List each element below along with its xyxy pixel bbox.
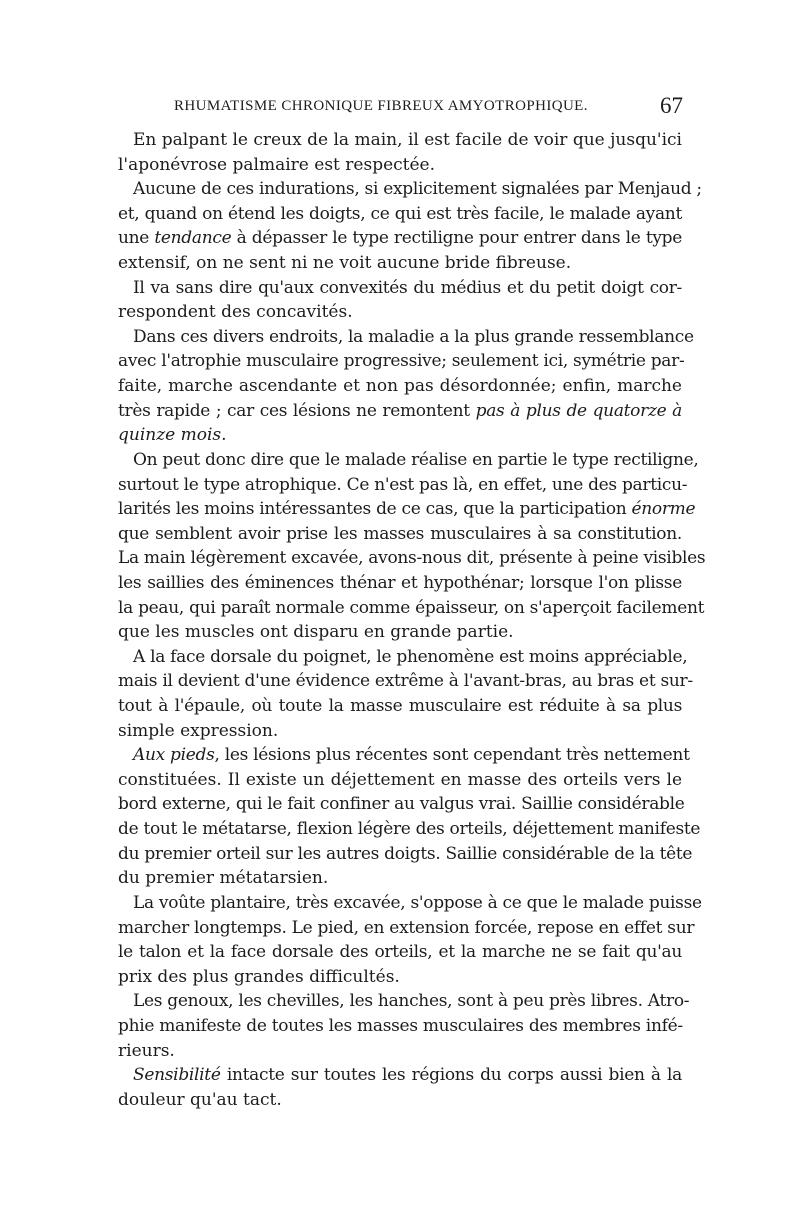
text-line: tout à l'épaule, où toute la masse musculaire est réduite à sa plus <box>118 696 682 717</box>
text-line: extensif, on ne sent ni ne voit aucune bride fibreuse. <box>118 253 572 274</box>
text-line: rieurs. <box>118 1040 175 1061</box>
text-line: A la face dorsale du poignet, le phenomène est moins appréciable, <box>133 646 688 667</box>
italic-text: Sensibilité <box>133 1065 221 1086</box>
text-line: Il va sans dire qu'aux convexités du médius et du petit doigt cor- <box>133 277 682 298</box>
text-line: que les muscles ont disparu en grande partie. <box>118 622 514 643</box>
italic-text: pas à plus de quatorze à <box>475 400 682 421</box>
text-line <box>118 226 682 251</box>
text-line: surtout le type atrophique. Ce n'est pas là, en effet, une des particu- <box>118 474 688 495</box>
text-run: larités les moins intéressantes de ce cas, que la participation <box>118 499 632 520</box>
text-line: du premier orteil sur les autres doigts. Saillie considérable de la tête <box>118 843 693 864</box>
text-line: bord externe, qui le fait confiner au valgus vrai. Saillie considérable <box>118 794 685 815</box>
italic-text: Aux pieds <box>133 745 215 766</box>
text-run: , les lésions plus récentes sont cependant très nettement <box>214 745 690 766</box>
text-line <box>118 1063 682 1088</box>
text-line: le talon et la face dorsale des orteils, et la marche ne se fait qu'au <box>118 942 682 963</box>
text-line: La voûte plantaire, très excavée, s'oppose à ce que le malade puisse <box>133 892 702 913</box>
text-line: avec l'atrophie musculaire progressive; seulement ici, symétrie par- <box>118 351 685 372</box>
text-line: du premier métatarsien. <box>118 868 329 889</box>
text-line: marcher longtemps. Le pied, en extension forcée, repose en effet sur <box>118 917 695 938</box>
text-line <box>118 743 690 768</box>
text-line: Les genoux, les chevilles, les hanches, sont à peu près libres. Atro- <box>133 991 690 1012</box>
italic-text: quinze mois <box>118 425 222 446</box>
text-line: Dans ces divers endroits, la maladie a la plus grande ressemblance <box>133 326 694 347</box>
text-line: douleur qu'au tact. <box>118 1089 282 1110</box>
italic-text: énorme <box>631 499 696 520</box>
text-line: simple expression. <box>118 720 279 741</box>
text-line <box>118 423 682 448</box>
text-line: respondent des concavités. <box>118 302 353 323</box>
text-line: phie manifeste de toutes les masses musculaires des membres infé- <box>118 1015 683 1036</box>
text-line: les saillies des éminences thénar et hypothénar; lorsque l'on plisse <box>118 572 682 593</box>
text-line: la peau, qui paraît normale comme épaisseur, on s'aperçoit facilement <box>118 597 705 618</box>
text-line: l'aponévrose palmaire est respectée. <box>118 154 436 175</box>
text-run: à dépasser le type rectiligne pour entrer dans le type <box>231 228 682 249</box>
text-line: que semblent avoir prise les masses musculaires à sa constitution. <box>118 523 682 544</box>
text-run: intacte sur toutes les régions du corps aussi bien à la <box>220 1065 682 1086</box>
text-line: prix des plus grandes difficultés. <box>118 966 400 987</box>
text-line: On peut donc dire que le malade réalise en partie le type rectiligne, <box>133 449 699 470</box>
page-number: 67 <box>660 93 683 118</box>
body-text <box>118 128 706 1112</box>
text-line: Aucune de ces indurations, si explicitement signalées par Menjaud ; <box>133 179 702 200</box>
text-line: et, quand on étend les doigts, ce qui est très facile, le malade ayant <box>118 203 682 224</box>
text-line: de tout le métatarse, flexion légère des orteils, déjettement manifeste <box>118 819 701 840</box>
running-head: RHUMATISME CHRONIQUE FIBREUX AMYOTROPHIQUE. <box>174 98 588 114</box>
text-run: . <box>221 425 227 446</box>
text-line <box>118 497 696 522</box>
text-line: La main légèrement excavée, avons-nous dit, présente à peine visibles <box>118 548 706 569</box>
text-line: mais il devient d'une évidence extrême à l'avant-bras, au bras et sur- <box>118 671 693 692</box>
text-run: une <box>118 228 155 249</box>
italic-text: tendance <box>154 228 232 249</box>
text-line: faite, marche ascendante et non pas désordonnée; enfin, marche <box>118 376 682 397</box>
page-header <box>118 94 683 118</box>
text-line: constituées. Il existe un déjettement en masse des orteils vers le <box>118 769 682 790</box>
text-line: En palpant le creux de la main, il est facile de voir que jusqu'ici <box>133 130 682 150</box>
text-line <box>118 399 682 424</box>
text-run: très rapide ; car ces lésions ne remontent <box>118 400 476 421</box>
